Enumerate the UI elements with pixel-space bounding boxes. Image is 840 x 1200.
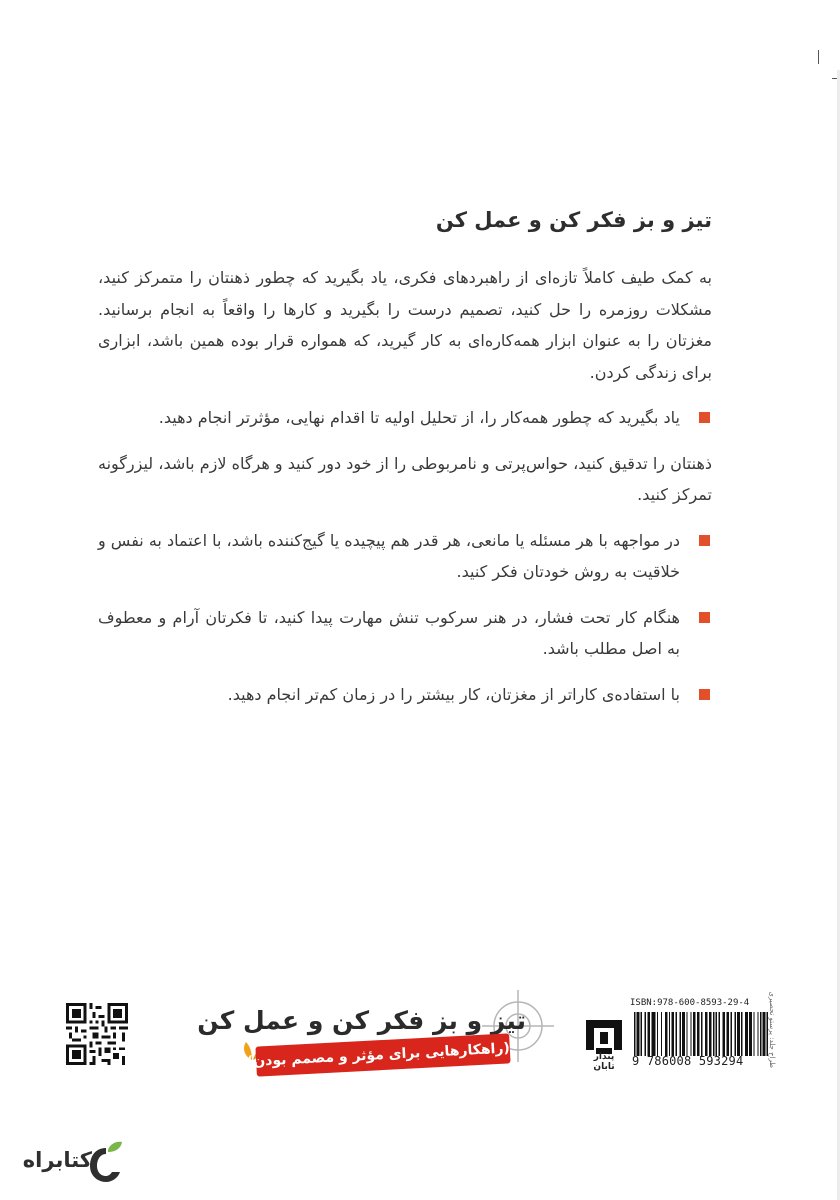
- book-logo-subtitle: (راهکارهایی برای مؤثر و مصمم بودن): [255, 1033, 510, 1076]
- barcode-bar: [669, 1012, 670, 1056]
- site-logo-text: کتابراه: [22, 1148, 92, 1172]
- barcode-bar: [741, 1012, 742, 1056]
- barcode-bar: [718, 1012, 719, 1056]
- barcode-bar: [724, 1012, 725, 1056]
- barcode-bar: [730, 1012, 731, 1056]
- barcode-bar: [676, 1012, 677, 1056]
- barcode-bar: [666, 1012, 667, 1056]
- bullet-text: در مواجهه با هر مسئله یا مانعی، هر قدر هم پیچیده یا گیج‌کننده باشد، با اعتماد به نفس و خلاقیت به روش خودتان فکر کنید.: [97, 530, 680, 581]
- barcode-bar: [649, 1012, 650, 1056]
- barcode-bar: [747, 1012, 748, 1056]
- barcode-bar: [684, 1012, 685, 1056]
- barcode-bar: [651, 1012, 652, 1056]
- barcode-bar: [637, 1012, 638, 1056]
- barcode-bar: [665, 1012, 666, 1056]
- barcode-bar: [763, 1012, 764, 1056]
- barcode-bar: [653, 1012, 654, 1056]
- cover-designer-credit: طراح جلد: پرستو تحصیری: [768, 991, 776, 1068]
- bullet-square-icon: [699, 689, 710, 700]
- barcode-bar: [673, 1012, 674, 1056]
- bullet-square-icon: [699, 412, 710, 423]
- bullet-text: هنگام کار تحت فشار، در هنر سرکوب تنش مهارت پیدا کنید، تا فکرتان آرام و معطوف به اصل مطلب باشد.: [98, 607, 680, 658]
- barcode-bar: [661, 1012, 662, 1056]
- barcode-bar: [641, 1012, 642, 1056]
- barcode-bar: [682, 1012, 683, 1056]
- barcode-bar: [705, 1012, 706, 1056]
- barcode-bar: [638, 1012, 639, 1056]
- barcode-bar: [728, 1012, 729, 1056]
- bullet-item: [98, 402, 712, 434]
- site-logo-icon: [88, 1140, 124, 1184]
- barcode-bar: [716, 1012, 717, 1056]
- barcode-bar: [706, 1012, 707, 1056]
- barcode-icon: [634, 1012, 768, 1056]
- qr-code-icon: [66, 1003, 128, 1065]
- barcode-bar: [654, 1012, 655, 1056]
- barcode-bar: [697, 1012, 698, 1056]
- bullet-text: با استفاده‌ی کاراتر از مغزتان، کار بیشتر را در زمان کم‌تر انجام دهید.: [227, 684, 680, 704]
- barcode-bar: [722, 1012, 723, 1056]
- barcode-bar: [739, 1012, 740, 1056]
- barcode-bar: [710, 1012, 711, 1056]
- barcode-bar: [634, 1012, 635, 1056]
- back-cover-text: [98, 262, 712, 724]
- bullet-text: یاد بگیرید که چطور همه‌کار را، از تحلیل اولیه تا اقدام نهایی، مؤثرتر انجام دهید.: [158, 408, 680, 427]
- barcode-bar: [690, 1012, 691, 1056]
- barcode-bar: [693, 1012, 694, 1056]
- barcode-bar: [745, 1012, 746, 1056]
- barcode-bar: [686, 1012, 687, 1056]
- barcode-bar: [760, 1012, 761, 1056]
- barcode-bar: [751, 1012, 752, 1056]
- barcode-bar: [709, 1012, 710, 1056]
- barcode-bar: [737, 1012, 738, 1056]
- back-cover-heading: تیز و بز فکر کن و عمل کن: [435, 208, 712, 232]
- book-logo-title: تیز و بز فکر کن و عمل کن: [197, 1006, 526, 1035]
- barcode-bar: [698, 1012, 699, 1056]
- barcode-bar: [713, 1012, 714, 1056]
- barcode-bar: [647, 1012, 648, 1056]
- barcode-bar: [645, 1012, 646, 1056]
- isbn-label: ISBN:978-600-8593-29-4: [630, 998, 750, 1008]
- barcode-bar: [726, 1012, 727, 1056]
- crop-mark-vertical: [818, 50, 819, 64]
- publisher-name: پندار تابان: [593, 1052, 615, 1072]
- barcode-bar: [735, 1012, 736, 1056]
- barcode-bar: [749, 1012, 750, 1056]
- barcode-digits: 9 786008 593294: [632, 1054, 744, 1068]
- barcode-bar: [701, 1012, 702, 1056]
- bullet-square-icon: [699, 535, 710, 546]
- barcode-bar: [757, 1012, 758, 1056]
- bullet-item: [98, 679, 712, 711]
- barcode-bar: [672, 1012, 673, 1056]
- barcode-bar: [753, 1012, 754, 1056]
- bullet-item: [98, 602, 712, 665]
- intro-paragraph: به کمک طیف کاملاً تازه‌ای از راهبردهای فکری، یاد بگیرید که چطور ذهنتان را متمرکز کنید، مشکلات روزمره را حل کنید، تصمیم درست را بگیرید و کارها را واقعاً به انجام برسانید. مغزتان را به عنوان ابزار همه‌کاره‌ای به کار گیرید، که همواره قرار بوده همین باشد، ابزاری برای زندگی کردن.: [98, 268, 712, 382]
- focus-paragraph: ذهنتان را تدقیق کنید، حواس‌پرتی و نامربوطی را از خود دور کنید و هرگاه لازم باشد، لیزرگونه تمرکز کنید.: [98, 453, 712, 504]
- bullet-square-icon: [699, 612, 710, 623]
- bullet-item: [98, 525, 712, 588]
- barcode-bar: [694, 1012, 695, 1056]
- barcode-bar: [657, 1012, 658, 1056]
- barcode-bar: [680, 1012, 681, 1056]
